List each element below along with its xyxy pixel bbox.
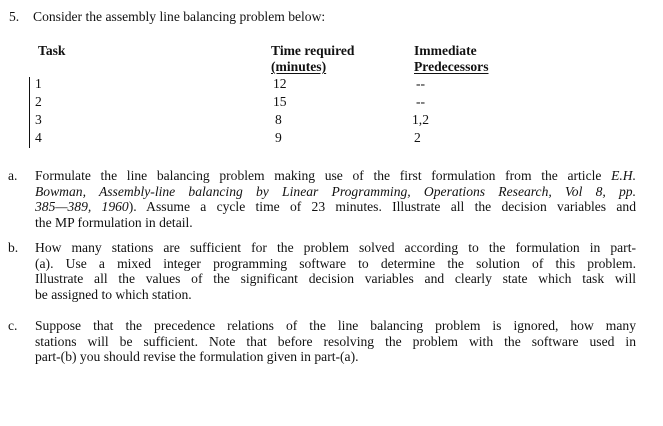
part-a-label: a. (8, 168, 18, 183)
part-b-label: b. (8, 240, 19, 255)
part-b-line-1: How many stations are sufficient for the problem solved according to the formulation in part- (35, 240, 636, 255)
part-b-line-3: Illustrate all the values of the significant decision variables and clearly state which task will (35, 271, 636, 287)
question-number: 5. (9, 9, 20, 24)
part-a-line-2: Bowman, Assembly-line balancing by Linear Programming, Operations Research, Vol 8, pp. (35, 183, 636, 199)
part-b-line-2: (a). Use a mixed integer programming software to determine the solution of this problem. (35, 255, 636, 271)
question-prompt: Consider the assembly line balancing problem below: (33, 9, 326, 24)
part-a-text (35, 168, 636, 230)
part-b-line-4: be assigned to which station. (35, 286, 192, 302)
table-row-1-time: 12 (273, 76, 287, 91)
part-c-label: c. (8, 318, 18, 333)
table-row-1-pred: -- (416, 76, 426, 91)
header-immediate: Immediate (414, 43, 477, 58)
table-vertical-rule (29, 77, 30, 148)
part-c-line-3: part-(b) you should revise the formulation given in part-(a). (35, 349, 359, 365)
table-row-2-pred: -- (416, 94, 426, 109)
part-a-line-4: the MP formulation in detail. (35, 214, 193, 230)
header-predecessors: Predecessors (414, 59, 489, 74)
part-c-line-2: stations will be sufficient. Note that before resolving the problem with the software used in (35, 333, 636, 349)
table-row-3-pred: 1,2 (412, 112, 429, 127)
table-row-4-time: 9 (275, 130, 282, 145)
part-c-text (35, 318, 636, 365)
table-row-2-task: 2 (35, 94, 42, 109)
part-a-line-3: 385—389, 1960). Assume a cycle time of 23 minutes. Illustrate all the decision variables and (35, 199, 636, 215)
table-row-3-task: 3 (35, 112, 42, 127)
part-a-line-1: Formulate the line balancing problem making use of the first formulation from the article E.H. (35, 168, 636, 183)
part-c-line-1: Suppose that the precedence relations of the line balancing problem is ignored, how many (35, 318, 636, 333)
table-row-3-time: 8 (275, 112, 282, 127)
table-row-4-task: 4 (35, 130, 42, 145)
header-time-unit: (minutes) (271, 59, 327, 74)
part-b-text (35, 240, 636, 302)
table-row-2-time: 15 (273, 94, 287, 109)
table-row-1-task: 1 (35, 76, 42, 91)
header-time-required: Time required (271, 43, 355, 58)
table-row-4-pred: 2 (414, 130, 421, 145)
header-task: Task (38, 43, 66, 58)
